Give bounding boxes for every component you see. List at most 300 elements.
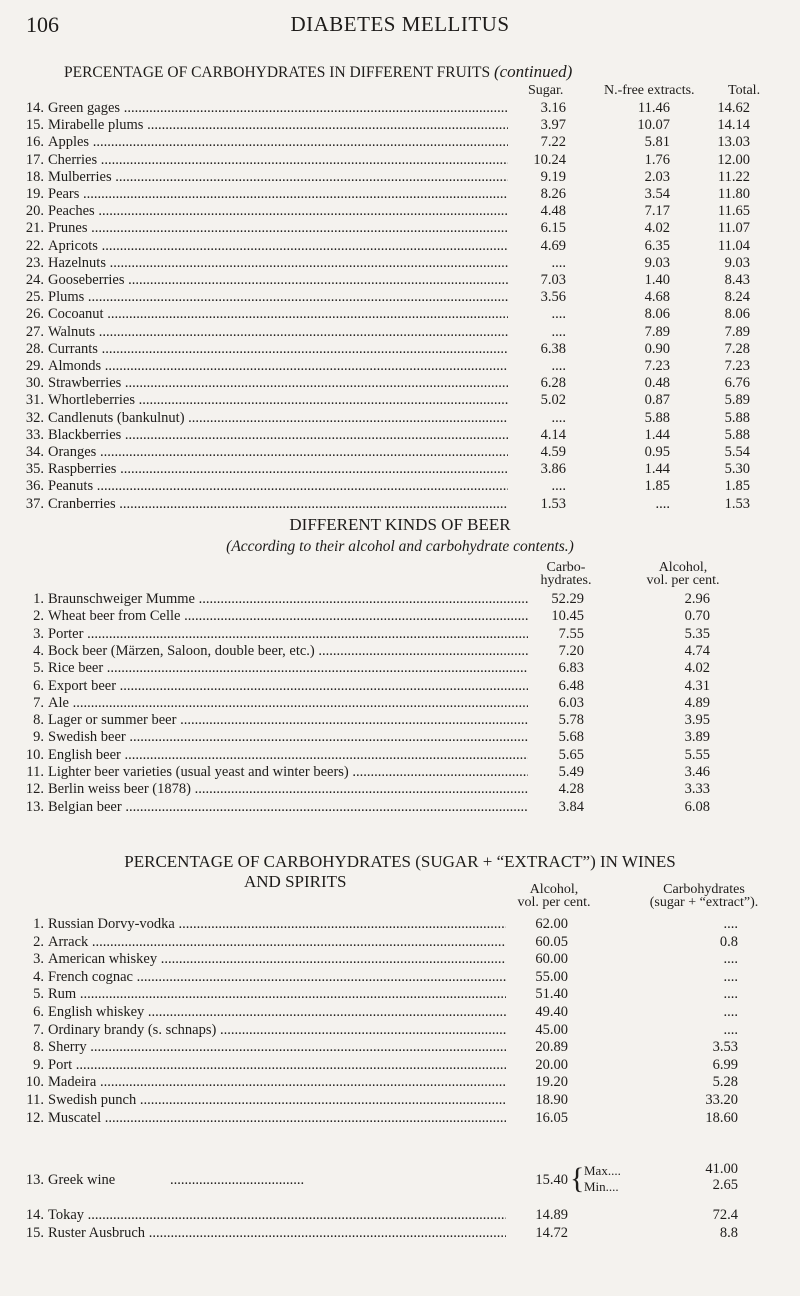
extract-value: 0.87 <box>644 392 670 409</box>
table-row <box>0 255 800 272</box>
row-number: 5. <box>33 986 44 1003</box>
row-number: 29. <box>25 358 44 374</box>
total-value: 8.06 <box>724 306 750 323</box>
row-label: Almonds ..... <box>48 358 508 375</box>
table-row <box>0 444 800 461</box>
row-number: 17. <box>25 151 44 168</box>
row-number: 20. <box>25 203 44 220</box>
row-number: 6. <box>33 677 44 694</box>
row-label: Apricots ..... <box>48 238 508 255</box>
sugar-value: 3.86 <box>540 461 566 478</box>
row-label: Oranges ..... <box>48 444 508 461</box>
alcohol-value: 55.00 <box>535 968 568 985</box>
total-value: 12.00 <box>717 151 750 168</box>
row-label: Tokay ..... <box>48 1207 506 1224</box>
carbohydrates-value: 5.28 <box>712 1074 738 1091</box>
table-row <box>0 660 800 677</box>
table-row <box>0 427 800 444</box>
row-number: 27. <box>25 323 44 340</box>
row-label: Cranberries ..... <box>48 496 508 513</box>
row-number: 21. <box>25 220 44 237</box>
table-row <box>0 1207 800 1224</box>
sugar-value: 6.38 <box>540 340 566 357</box>
table-row <box>0 410 800 427</box>
extract-value: 1.40 <box>644 272 670 288</box>
alcohol-value: 4.02 <box>684 660 710 677</box>
total-value: 8.43 <box>724 272 750 288</box>
row-number: 2. <box>33 933 44 950</box>
row-label: Wheat beer from Celle ..... <box>48 608 528 625</box>
row-label: Muscatel ..... <box>48 1110 506 1127</box>
row-label: Gooseberries ..... <box>48 272 508 289</box>
row-label: Currants ..... <box>48 341 508 358</box>
extract-value: 0.90 <box>644 340 670 357</box>
total-value: 7.23 <box>724 358 750 374</box>
row-number: 7. <box>33 694 44 711</box>
table-row <box>0 986 800 1003</box>
table-row <box>0 729 800 746</box>
row-number: 14. <box>25 1207 44 1223</box>
extract-value: 9.03 <box>644 254 670 271</box>
running-title: DIABETES MELLITUS <box>290 12 510 36</box>
row-label: Ale ..... <box>48 695 528 712</box>
row-label: Strawberries ..... <box>48 375 508 392</box>
table-row <box>0 203 800 220</box>
carbohydrates-value: 4.28 <box>558 781 584 798</box>
row-label: Berlin weiss beer (1878) ..... <box>48 781 528 798</box>
row-label: Hazelnuts ..... <box>48 255 508 272</box>
table-row <box>0 1092 800 1109</box>
table-row <box>0 591 800 608</box>
table-row <box>0 358 800 375</box>
fruits-table-title <box>64 62 572 82</box>
sugar-value: 3.16 <box>540 100 566 116</box>
row-number: 8. <box>33 1039 44 1056</box>
sugar-value: .... <box>551 478 566 495</box>
alcohol-value: 19.20 <box>535 1074 568 1091</box>
row-number: 30. <box>25 375 44 392</box>
greek-min-value: 2.65 <box>712 1177 738 1193</box>
row-number: 31. <box>25 392 44 409</box>
alcohol-value: 4.74 <box>684 642 710 659</box>
row-label: Candlenuts (bankulnut) ..... <box>48 410 508 427</box>
extract-value: .... <box>655 495 670 512</box>
carbohydrates-value: .... <box>723 968 738 985</box>
row-number: 25. <box>25 289 44 306</box>
row-label: Porter ..... <box>48 626 528 643</box>
row-number: 1. <box>33 591 44 607</box>
sugar-value: .... <box>551 254 566 271</box>
row-label: Port ..... <box>48 1057 506 1074</box>
total-value: 7.28 <box>724 340 750 357</box>
alcohol-value: 3.95 <box>684 712 710 729</box>
carbohydrates-value: .... <box>723 986 738 1003</box>
sugar-value: 4.48 <box>540 203 566 220</box>
table-row <box>0 1022 800 1039</box>
total-value: 5.88 <box>724 409 750 426</box>
table-row <box>0 341 800 358</box>
carbohydrates-value: 5.78 <box>558 712 584 729</box>
wines-col-carbo-line1: Carbohydrates <box>663 882 745 897</box>
row-number: 9. <box>33 729 44 746</box>
row-label: Rum ..... <box>48 986 506 1003</box>
table-row <box>0 392 800 409</box>
row-label: Swedish punch ..... <box>48 1092 506 1109</box>
row-number: 13. <box>25 1172 44 1188</box>
total-value: 14.14 <box>717 117 750 134</box>
extract-value: 1.44 <box>644 426 670 443</box>
wines-col-carbo <box>626 883 782 909</box>
total-value: 6.76 <box>724 375 750 392</box>
table-row <box>0 1039 800 1056</box>
row-number: 15. <box>25 1224 44 1241</box>
extract-value: 4.68 <box>644 289 670 306</box>
row-label: Lighter beer varieties (usual yeast and winter beers) ..... <box>48 764 528 781</box>
sugar-value: 6.15 <box>540 220 566 237</box>
table-row <box>0 934 800 951</box>
alcohol-value: 3.89 <box>684 729 710 746</box>
row-number: 23. <box>25 254 44 271</box>
table-row <box>0 496 800 513</box>
row-label: English whiskey ..... <box>48 1004 506 1021</box>
extract-value: 7.89 <box>644 323 670 340</box>
row-label: Belgian beer ..... <box>48 799 528 816</box>
total-value: 5.30 <box>724 461 750 478</box>
beer-col-alcohol-line1: Alcohol, <box>658 560 708 575</box>
row-number: 3. <box>33 625 44 642</box>
row-label: American whiskey ..... <box>48 951 506 968</box>
total-value: 5.89 <box>724 392 750 409</box>
table-row <box>0 1110 800 1127</box>
row-number: 10. <box>25 1074 44 1091</box>
table-row <box>0 461 800 478</box>
wines-table-title-line2: AND SPIRITS <box>244 872 347 891</box>
carbohydrates-value: .... <box>723 1021 738 1038</box>
table-row <box>0 478 800 495</box>
row-label: Braunschweiger Mumme ..... <box>48 591 528 608</box>
total-value: 5.88 <box>724 426 750 443</box>
row-number: 8. <box>33 712 44 729</box>
table-row <box>0 100 800 117</box>
carbohydrates-value: 7.55 <box>558 625 584 642</box>
sugar-value: .... <box>551 358 566 374</box>
carbohydrates-value: 5.68 <box>558 729 584 746</box>
total-value: 11.80 <box>717 186 750 202</box>
extract-value: 3.54 <box>644 186 670 202</box>
row-label: Raspberries ..... <box>48 461 508 478</box>
page-number: 106 <box>26 12 59 37</box>
carbohydrates-value: 6.99 <box>712 1056 738 1073</box>
total-value: 7.89 <box>724 323 750 340</box>
carbohydrates-value: 0.8 <box>719 933 738 950</box>
row-label: Walnuts ..... <box>48 324 508 341</box>
beer-col-carbo-line2: hydrates. <box>540 573 592 588</box>
carbohydrates-value: 3.84 <box>558 798 584 815</box>
total-value: 13.03 <box>717 134 750 151</box>
row-label: Ordinary brandy (s. schnaps) ..... <box>48 1022 506 1039</box>
row-number: 14. <box>25 100 44 116</box>
carbohydrates-value: 5.49 <box>558 764 584 780</box>
row-label: Green gages ..... <box>48 100 508 117</box>
total-value: 5.54 <box>724 444 750 460</box>
row-number: 36. <box>25 478 44 495</box>
row-number: 9. <box>33 1056 44 1073</box>
alcohol-value: 62.00 <box>535 916 568 932</box>
fruits-title-text: PERCENTAGE OF CARBOHYDRATES IN DIFFERENT FRUITS <box>64 64 491 81</box>
extract-value: 6.35 <box>644 237 670 254</box>
total-value: 14.62 <box>717 100 750 116</box>
total-value: 9.03 <box>724 254 750 271</box>
row-number: 11. <box>26 764 44 780</box>
row-number: 35. <box>25 461 44 478</box>
table-row <box>0 169 800 186</box>
wines-col-alcohol-line1: Alcohol, <box>529 882 579 897</box>
row-label: Rice beer ..... <box>48 660 528 677</box>
row-number: 5. <box>33 660 44 677</box>
row-label: Mirabelle plums ..... <box>48 117 508 134</box>
table-row <box>0 134 800 151</box>
sugar-value: .... <box>551 409 566 426</box>
sugar-value: 7.03 <box>540 272 566 288</box>
alcohol-value: 60.00 <box>535 951 568 968</box>
alcohol-value: 2.96 <box>684 591 710 607</box>
extract-value: 7.17 <box>644 203 670 220</box>
row-label: Cherries ..... <box>48 152 508 169</box>
sugar-value: 6.28 <box>540 375 566 392</box>
leader-dots: ..................................... <box>170 1172 305 1188</box>
sugar-value: .... <box>551 323 566 340</box>
extract-value: 8.06 <box>644 306 670 323</box>
row-label: Ruster Ausbruch ..... <box>48 1225 506 1242</box>
total-value: 8.24 <box>724 289 750 306</box>
sugar-value: 1.53 <box>540 495 566 512</box>
total-value: 1.53 <box>724 495 750 512</box>
row-label: Peanuts ..... <box>48 478 508 495</box>
carbohydrates-value: .... <box>723 1004 738 1020</box>
beer-col-carbo <box>534 561 598 587</box>
row-number: 2. <box>33 608 44 625</box>
sugar-value: 4.14 <box>540 426 566 443</box>
alcohol-value: 14.72 <box>535 1224 568 1241</box>
extract-value: 2.03 <box>644 168 670 185</box>
table-row <box>0 306 800 323</box>
row-label: Sherry ..... <box>48 1039 506 1056</box>
alcohol-value: 4.31 <box>684 677 710 694</box>
greek-max-label: Max.... <box>584 1163 621 1178</box>
row-number: 34. <box>25 444 44 460</box>
alcohol-value: 0.70 <box>684 608 710 625</box>
row-number: 22. <box>25 237 44 254</box>
row-number: 4. <box>33 642 44 659</box>
row-label: Lager or summer beer ..... <box>48 712 528 729</box>
row-number: 3. <box>33 951 44 968</box>
alcohol-value: 51.40 <box>535 986 568 1003</box>
row-number: 7. <box>33 1021 44 1038</box>
table-row <box>0 764 800 781</box>
sugar-value: 3.97 <box>540 117 566 134</box>
table-row <box>0 695 800 712</box>
extract-value: 0.95 <box>644 444 670 460</box>
carbohydrates-value: 8.8 <box>719 1224 738 1241</box>
row-number: 12. <box>25 1109 44 1126</box>
beer-table-title: DIFFERENT KINDS OF BEER <box>289 515 511 534</box>
row-number: 6. <box>33 1004 44 1020</box>
row-label: French cognac ..... <box>48 969 506 986</box>
table-row <box>0 951 800 968</box>
row-label: English beer ..... <box>48 747 528 764</box>
row-number: 26. <box>25 306 44 323</box>
row-label: Blackberries ..... <box>48 427 508 444</box>
row-label: Prunes ..... <box>48 220 508 237</box>
row-label: Export beer ..... <box>48 678 528 695</box>
carbohydrates-value: 52.29 <box>551 591 584 607</box>
table-row <box>0 1074 800 1091</box>
wines-table-title: PERCENTAGE OF CARBOHYDRATES (SUGAR + “EXTRACT”) IN WINES <box>124 852 676 871</box>
row-label: Mulberries ..... <box>48 169 508 186</box>
table-row <box>0 626 800 643</box>
table-row <box>0 324 800 341</box>
extract-value: 10.07 <box>637 117 670 134</box>
table-row <box>0 916 800 933</box>
row-label: Pears ..... <box>48 186 508 203</box>
row-number: 13. <box>25 798 44 815</box>
alcohol-value: 15.40 <box>535 1172 568 1188</box>
carbohydrates-value: .... <box>723 916 738 932</box>
alcohol-value: 4.89 <box>684 694 710 711</box>
sugar-value: 4.69 <box>540 237 566 254</box>
carbohydrates-value: 6.03 <box>558 694 584 711</box>
carbohydrates-value: 6.48 <box>558 677 584 694</box>
table-row <box>0 969 800 986</box>
carbohydrates-value: 10.45 <box>551 608 584 625</box>
sugar-value: 10.24 <box>533 151 566 168</box>
table-row <box>0 678 800 695</box>
row-number: 15. <box>25 117 44 134</box>
row-number: 33. <box>25 426 44 443</box>
running-head <box>26 12 774 38</box>
extract-value: 1.44 <box>644 461 670 478</box>
extract-value: 1.85 <box>644 478 670 495</box>
alcohol-value: 45.00 <box>535 1021 568 1038</box>
alcohol-value: 5.35 <box>684 625 710 642</box>
row-number: 10. <box>25 746 44 763</box>
table-row <box>0 186 800 203</box>
total-value: 11.65 <box>717 203 750 220</box>
table-row <box>0 1004 800 1021</box>
row-number: 19. <box>25 186 44 202</box>
alcohol-value: 14.89 <box>535 1207 568 1223</box>
fruits-col-sugar: Sugar. <box>528 83 564 98</box>
row-label: Bock beer (Märzen, Saloon, double beer, etc.) ..... <box>48 643 528 660</box>
table-row <box>0 238 800 255</box>
carbohydrates-value: 6.83 <box>558 660 584 677</box>
row-number: 12. <box>25 781 44 798</box>
sugar-value: 9.19 <box>540 168 566 185</box>
alcohol-value: 3.46 <box>684 764 710 780</box>
row-label: Whortleberries ..... <box>48 392 508 409</box>
carbohydrates-value: 7.20 <box>558 642 584 659</box>
extract-value: 1.76 <box>644 151 670 168</box>
table-row <box>0 272 800 289</box>
sugar-value: 5.02 <box>540 392 566 409</box>
extract-value: 4.02 <box>644 220 670 237</box>
row-number: 32. <box>25 409 44 426</box>
row-label: Greek wine <box>48 1172 116 1188</box>
row-label: Peaches ..... <box>48 203 508 220</box>
extract-value: 0.48 <box>644 375 670 392</box>
carbohydrates-value: .... <box>723 951 738 968</box>
table-row <box>0 375 800 392</box>
alcohol-value: 6.08 <box>684 798 710 815</box>
row-label: Madeira ..... <box>48 1074 506 1091</box>
beer-col-carbo-line1: Carbo- <box>546 560 586 575</box>
sugar-value: 4.59 <box>540 444 566 460</box>
total-value: 11.07 <box>717 220 750 237</box>
fruits-title-suffix: (continued) <box>493 62 573 81</box>
beer-col-alcohol-line2: vol. per cent. <box>646 573 720 588</box>
carbohydrates-value: 72.4 <box>712 1207 738 1223</box>
wines-col-carbo-line2: (sugar + “extract”). <box>649 895 759 910</box>
total-value: 11.22 <box>717 168 750 185</box>
table-row <box>0 289 800 306</box>
table-row <box>0 608 800 625</box>
fruits-col-total: Total. <box>728 83 761 98</box>
brace-symbol: { <box>570 1162 585 1195</box>
alcohol-value: 20.00 <box>535 1056 568 1073</box>
total-value: 11.04 <box>717 237 750 254</box>
sugar-value: 7.22 <box>540 134 566 151</box>
alcohol-value: 5.55 <box>684 746 710 763</box>
table-row <box>0 117 800 134</box>
table-row <box>0 220 800 237</box>
extract-value: 7.23 <box>644 358 670 374</box>
carbohydrates-value: 33.20 <box>705 1092 738 1108</box>
extract-value: 11.46 <box>637 100 670 116</box>
table-row <box>0 1225 800 1242</box>
row-number: 24. <box>25 272 44 288</box>
beer-table-subtitle: (According to their alcohol and carbohydrate contents.) <box>226 538 574 555</box>
row-label: Swedish beer ..... <box>48 729 528 746</box>
row-number: 37. <box>25 495 44 512</box>
sugar-value: 8.26 <box>540 186 566 202</box>
table-row <box>0 1057 800 1074</box>
beer-col-alcohol <box>628 561 738 587</box>
row-number: 18. <box>25 168 44 185</box>
fruits-col-extract: N.-free extracts. <box>604 83 695 98</box>
sugar-value: 3.56 <box>540 289 566 306</box>
row-label: Arrack ..... <box>48 934 506 951</box>
table-row <box>0 152 800 169</box>
alcohol-value: 20.89 <box>535 1039 568 1056</box>
table-row <box>0 643 800 660</box>
row-number: 4. <box>33 968 44 985</box>
sugar-value: .... <box>551 306 566 323</box>
table-row <box>0 781 800 798</box>
total-value: 1.85 <box>724 478 750 495</box>
table-row-greek-wine <box>0 1172 800 1189</box>
greek-min-label: Min.... <box>584 1179 619 1194</box>
carbohydrates-value: 5.65 <box>558 746 584 763</box>
row-number: 28. <box>25 340 44 357</box>
table-row <box>0 712 800 729</box>
greek-max-value: 41.00 <box>705 1161 738 1177</box>
carbohydrates-value: 3.53 <box>712 1039 738 1056</box>
row-number: 16. <box>25 134 44 151</box>
alcohol-value: 49.40 <box>535 1004 568 1020</box>
row-label: Apples ..... <box>48 134 508 151</box>
row-label: Russian Dorvy-vodka ..... <box>48 916 506 933</box>
wines-col-alcohol <box>500 883 608 909</box>
